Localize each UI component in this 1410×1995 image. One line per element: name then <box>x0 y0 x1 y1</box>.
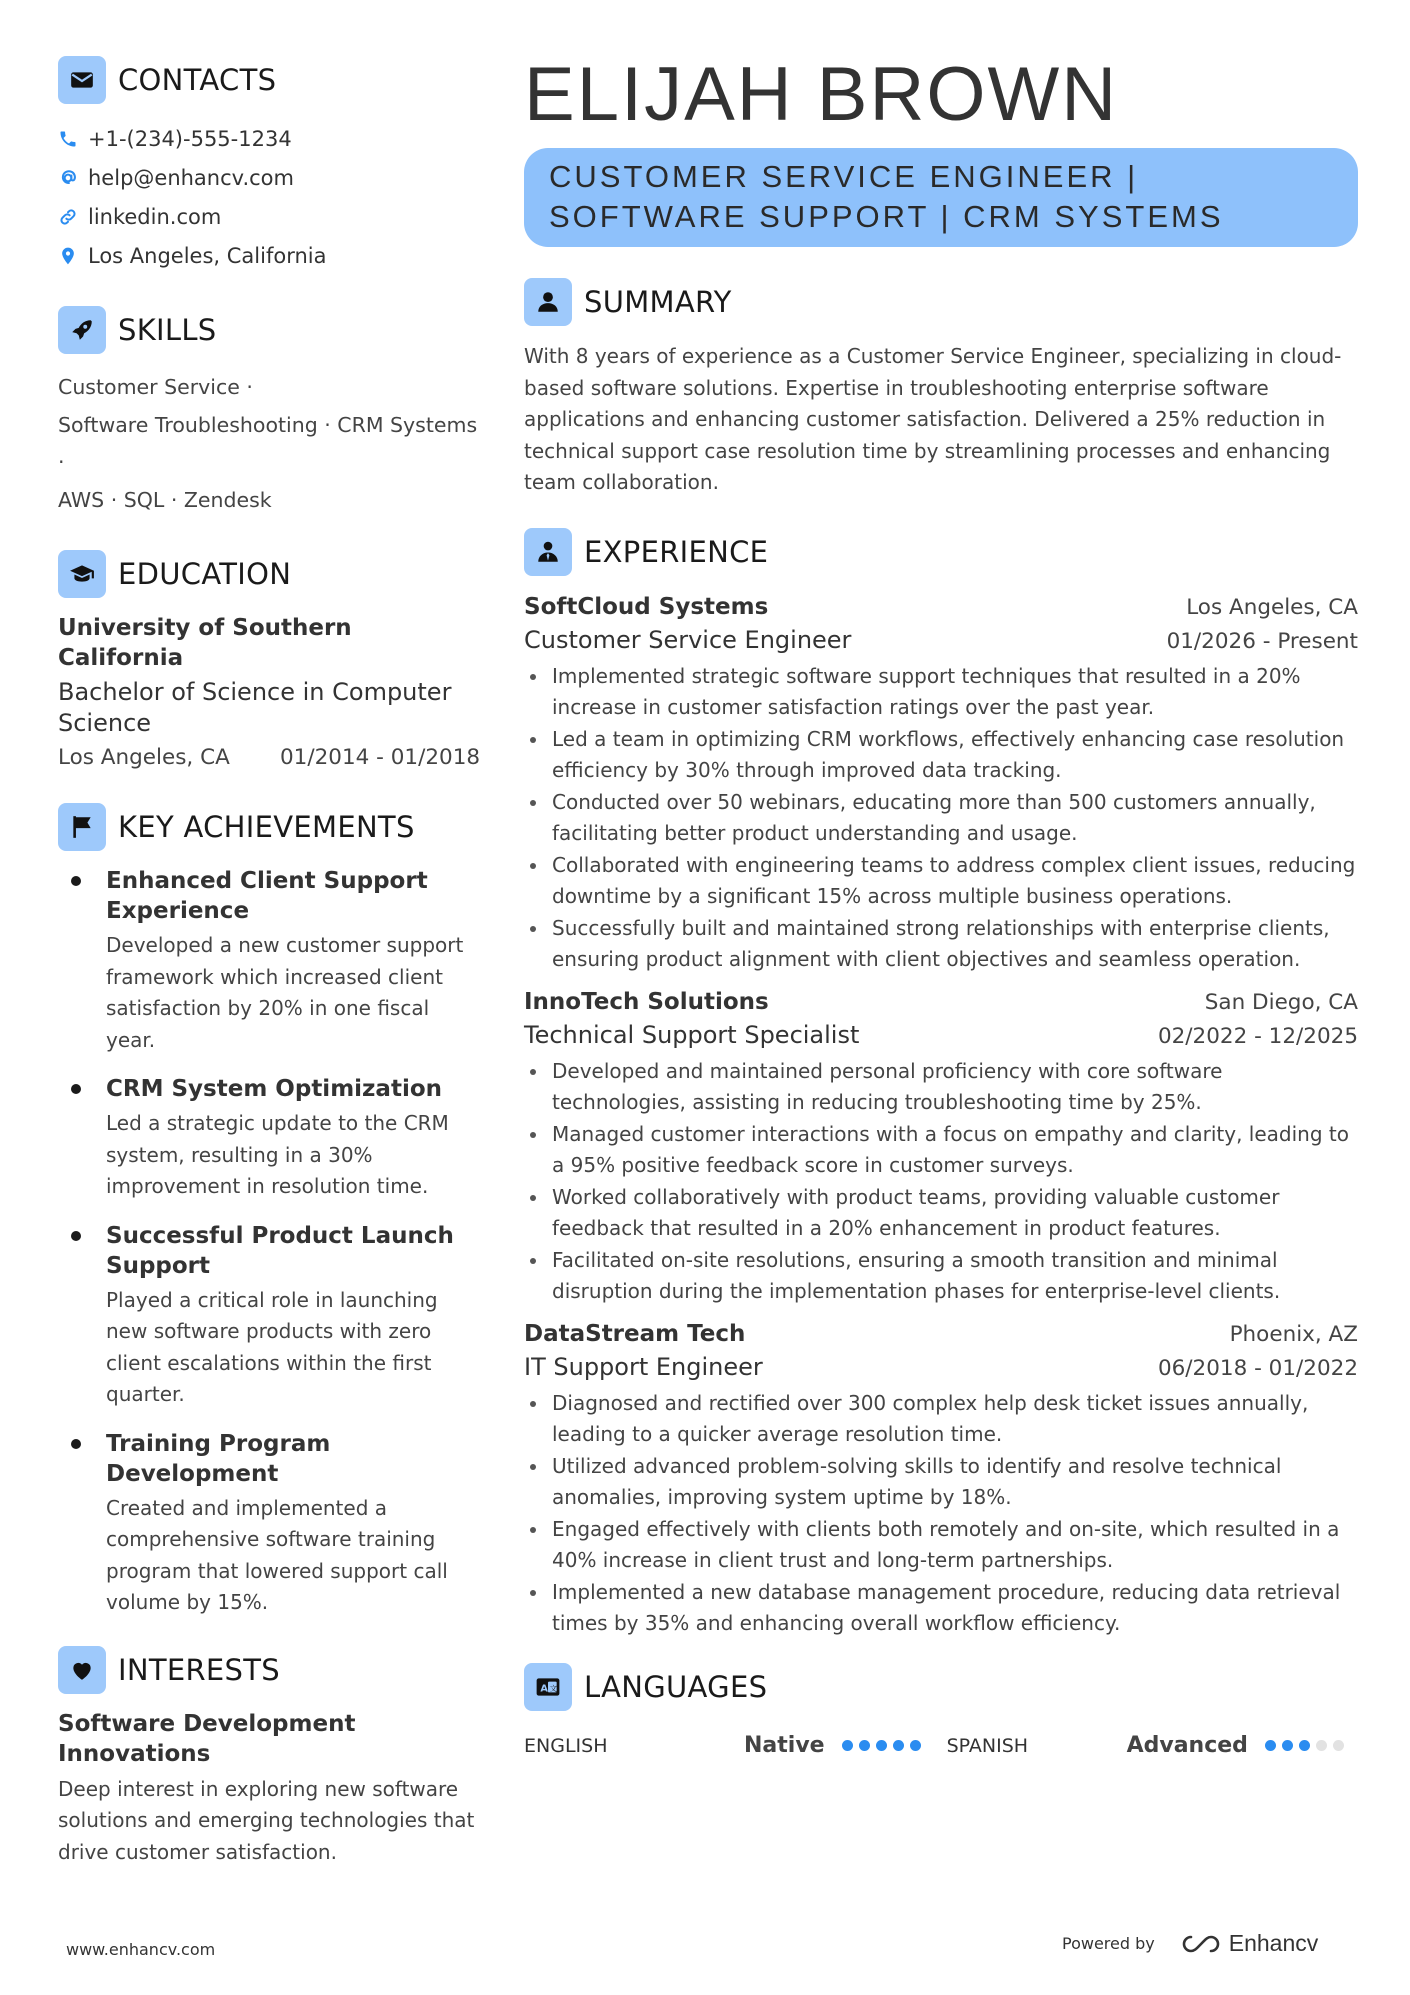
bullet-icon <box>530 1527 536 1533</box>
education-location: Los Angeles, CA <box>58 745 230 770</box>
language-dots <box>1265 1740 1350 1751</box>
job-bullet-text: Utilized advanced problem-solving skills to identify and resolve technical anomalies, improving system uptime by 18%. <box>552 1453 1282 1509</box>
language-name: ENGLISH <box>524 1734 608 1757</box>
bullet-icon <box>71 1231 81 1241</box>
job-header <box>524 1318 1358 1351</box>
contact-linkedin[interactable] <box>58 197 483 236</box>
job-entry <box>524 1318 1358 1640</box>
skills-line: Software Troubleshooting · CRM Systems · <box>58 412 478 474</box>
proficiency-dot <box>1299 1740 1310 1751</box>
language-dots <box>842 1740 927 1751</box>
contacts-header <box>58 55 483 105</box>
achievement-desc: Led a strategic update to the CRM system, resulting in a 30% improvement in resolution time. <box>106 1111 449 1198</box>
bullet-icon <box>530 1464 536 1470</box>
job-entry <box>524 591 1358 976</box>
job-bullet-text: Successfully built and maintained strong relationships with enterprise clients, ensuring product alignment with client objectives and seamless operation. <box>552 915 1330 971</box>
summary-title: SUMMARY <box>584 285 732 319</box>
contact-location <box>58 236 483 275</box>
rocket-icon <box>58 306 106 354</box>
achievement-desc: Played a critical role in launching new software products with zero client escalations within the first quarter. <box>106 1287 438 1406</box>
user-icon <box>524 278 572 326</box>
proficiency-dot <box>1282 1740 1293 1751</box>
graduation-cap-icon <box>58 550 106 598</box>
achievements-header <box>58 802 483 852</box>
job-role: Technical Support Specialist <box>524 1020 860 1049</box>
footer-brand <box>1062 1930 1318 1957</box>
job-bullet <box>524 850 1358 913</box>
candidate-title: CUSTOMER SERVICE ENGINEER | SOFTWARE SUPPORT | CRM SYSTEMS <box>524 148 1358 247</box>
bullet-icon <box>71 1084 81 1094</box>
translate-icon <box>524 1663 572 1711</box>
job-bullet-text: Implemented strategic software support techniques that resulted in a 20% increase in customer satisfaction ratings over the past year. <box>552 663 1301 719</box>
skills-list <box>58 369 483 519</box>
job-location: Los Angeles, CA <box>1186 594 1358 620</box>
job-bullet <box>524 661 1358 724</box>
language-level: Native <box>744 1733 825 1758</box>
proficiency-dot <box>876 1740 887 1751</box>
achievement-title: Enhanced Client Support Experience <box>106 868 428 924</box>
summary-header <box>524 277 1358 327</box>
language-name: SPANISH <box>946 1734 1029 1757</box>
bullet-icon <box>530 1132 536 1138</box>
bullet-icon <box>530 737 536 743</box>
job-bullet-text: Collaborated with engineering teams to address complex client issues, reducing downtime by a significant 15% across multiple business operations. <box>552 852 1356 908</box>
job-header <box>524 986 1358 1019</box>
achievement-item <box>58 1221 483 1411</box>
bullet-icon <box>530 800 536 806</box>
job-company: DataStream Tech <box>524 1320 746 1347</box>
contact-location-text: Los Angeles, California <box>88 243 327 268</box>
proficiency-dot <box>1333 1740 1344 1751</box>
job-bullet-text: Conducted over 50 webinars, educating more than 500 customers annually, facilitating better product understanding and usage. <box>552 789 1316 845</box>
job-role: IT Support Engineer <box>524 1352 763 1381</box>
language-level: Advanced <box>1126 1733 1248 1758</box>
achievement-item <box>58 1429 483 1619</box>
job-bullet-text: Facilitated on-site resolutions, ensuring a smooth transition and minimal disruption during the implementation phases for enterprise-level clients. <box>552 1247 1281 1303</box>
contact-email-text: help@enhancv.com <box>88 165 294 190</box>
job-bullet <box>524 1245 1358 1308</box>
svg-text:A: A <box>540 1682 548 1694</box>
contacts-title: CONTACTS <box>118 63 277 97</box>
job-bullet <box>524 1577 1358 1640</box>
languages-title: LANGUAGES <box>584 1669 768 1704</box>
achievements-list <box>58 866 483 1619</box>
skills-line: Customer Service · <box>58 375 253 399</box>
bullet-icon <box>530 1195 536 1201</box>
job-subheader <box>524 624 1358 657</box>
flag-icon <box>58 803 106 851</box>
summary-text: With 8 years of experience as a Customer Service Engineer, specializing in cloud-based software solutions. Expertise in troubleshooting enterprise software applications and enhancing customer satisfaction. Delivered a 25% reduction in technical support case resolution time by streamlining processes and enhancing team collaboration. <box>524 344 1342 494</box>
job-bullet-text: Worked collaboratively with product teams, providing valuable customer feedback that resulted in a 20% enhancement in product features. <box>552 1184 1280 1240</box>
phone-icon <box>58 129 78 149</box>
job-bullet-text: Led a team in optimizing CRM workflows, effectively enhancing case resolution efficiency by 30% through improved data tracking. <box>552 726 1345 782</box>
contact-email[interactable] <box>58 158 483 197</box>
job-bullet-text: Engaged effectively with clients both remotely and on-site, which resulted in a 40% increase in client trust and long-term partnerships. <box>552 1516 1340 1572</box>
enhancv-logo-icon <box>1179 1932 1223 1956</box>
achievement-item <box>58 1074 483 1203</box>
job-bullet-text: Diagnosed and rectified over 300 complex help desk ticket issues annually, leading to a quicker average resolution time. <box>552 1390 1309 1446</box>
education-school: University of Southern California <box>58 615 352 671</box>
proficiency-dot <box>910 1740 921 1751</box>
education-dates: 01/2014 - 01/2018 <box>280 745 481 770</box>
skills-line: AWS · SQL · Zendesk <box>58 487 272 512</box>
bullet-icon <box>530 1258 536 1264</box>
job-dates: 02/2022 - 12/2025 <box>1157 1023 1358 1049</box>
skills-title: SKILLS <box>118 313 217 347</box>
languages-row <box>524 1726 1358 1766</box>
job-company: SoftCloud Systems <box>524 593 769 620</box>
job-bullets <box>524 1388 1358 1640</box>
proficiency-dot <box>842 1740 853 1751</box>
bullet-icon <box>71 876 81 886</box>
experience-header <box>524 527 1358 577</box>
achievement-title: Successful Product Launch Support <box>106 1222 454 1279</box>
contact-linkedin-text: linkedin.com <box>88 204 222 229</box>
job-bullet-text: Implemented a new database management procedure, reducing data retrieval times by 35% and enhancing overall workflow efficiency. <box>552 1579 1341 1635</box>
achievement-desc: Created and implemented a comprehensive software training program that lowered support call volume by 15%. <box>106 1495 448 1614</box>
bullet-icon <box>530 1590 536 1596</box>
job-role: Customer Service Engineer <box>524 625 852 654</box>
bullet-icon <box>530 1069 536 1075</box>
job-bullet-text: Developed and maintained personal proficiency with core software technologies, assisting in reducing troubleshooting time by 25%. <box>552 1058 1223 1114</box>
bullet-icon <box>530 674 536 680</box>
contact-list <box>58 119 483 275</box>
job-bullet <box>524 1182 1358 1245</box>
education-degree: Bachelor of Science in Computer Science <box>58 678 452 737</box>
job-header <box>524 591 1358 624</box>
enhancv-logo[interactable] <box>1179 1930 1319 1957</box>
job-bullets <box>524 661 1358 976</box>
education-title: EDUCATION <box>118 557 292 591</box>
interest-title: Software Development Innovations <box>58 1710 356 1767</box>
job-entry <box>524 986 1358 1308</box>
right-column <box>524 50 1358 1766</box>
at-icon <box>58 168 78 188</box>
job-dates: 06/2018 - 01/2022 <box>1157 1355 1358 1381</box>
job-bullet <box>524 913 1358 976</box>
job-dates: 01/2026 - Present <box>1166 628 1358 654</box>
bullet-icon <box>71 1439 81 1449</box>
envelope-icon <box>58 56 106 104</box>
job-bullet-text: Managed customer interactions with a focus on empathy and clarity, leading to a 95% positive feedback score in customer surveys. <box>552 1121 1349 1177</box>
interests-title: INTERESTS <box>118 1652 280 1687</box>
job-bullet <box>524 1119 1358 1182</box>
bullet-icon <box>530 863 536 869</box>
achievement-desc: Developed a new customer support framework which increased client satisfaction by 20% in one fiscal year. <box>106 933 464 1052</box>
proficiency-dot <box>1265 1740 1276 1751</box>
achievement-item <box>58 866 483 1056</box>
languages-header <box>524 1662 1358 1712</box>
job-bullet <box>524 1514 1358 1577</box>
achievement-title: Training Program Development <box>106 1430 331 1487</box>
left-column <box>58 55 483 1868</box>
job-location: San Diego, CA <box>1204 989 1358 1015</box>
location-icon <box>58 246 78 266</box>
proficiency-dot <box>893 1740 904 1751</box>
bullet-icon <box>530 1401 536 1407</box>
contact-phone[interactable] <box>58 119 483 158</box>
experience-title: EXPERIENCE <box>584 534 769 569</box>
job-bullets <box>524 1056 1358 1308</box>
job-bullet <box>524 724 1358 787</box>
briefcase-user-icon <box>524 528 572 576</box>
achievements-title: KEY ACHIEVEMENTS <box>118 810 415 844</box>
job-subheader <box>524 1019 1358 1052</box>
interest-desc: Deep interest in exploring new software solutions and emerging technologies that drive customer satisfaction. <box>58 1776 475 1864</box>
skills-header <box>58 305 483 355</box>
link-icon <box>58 207 78 227</box>
proficiency-dot <box>1316 1740 1327 1751</box>
education-meta <box>58 745 483 770</box>
powered-by-label: Powered by <box>1062 1934 1155 1953</box>
interests-header <box>58 1645 483 1695</box>
job-location: Phoenix, AZ <box>1229 1321 1358 1347</box>
job-bullet <box>524 1388 1358 1451</box>
heart-icon <box>58 1646 106 1694</box>
job-subheader <box>524 1351 1358 1384</box>
job-bullet <box>524 1451 1358 1514</box>
job-bullet <box>524 787 1358 850</box>
education-header <box>58 549 483 599</box>
svg-text:文: 文 <box>549 1683 558 1693</box>
bullet-icon <box>530 926 536 932</box>
job-company: InnoTech Solutions <box>524 988 769 1015</box>
contact-phone-text: +1-(234)-555-1234 <box>88 126 292 151</box>
job-bullet <box>524 1056 1358 1119</box>
brand-name: Enhancv <box>1228 1930 1319 1956</box>
achievement-title: CRM System Optimization <box>106 1076 443 1102</box>
proficiency-dot <box>859 1740 870 1751</box>
footer-website[interactable]: www.enhancv.com <box>66 1940 216 1959</box>
candidate-name: ELIJAH BROWN <box>524 52 1119 137</box>
